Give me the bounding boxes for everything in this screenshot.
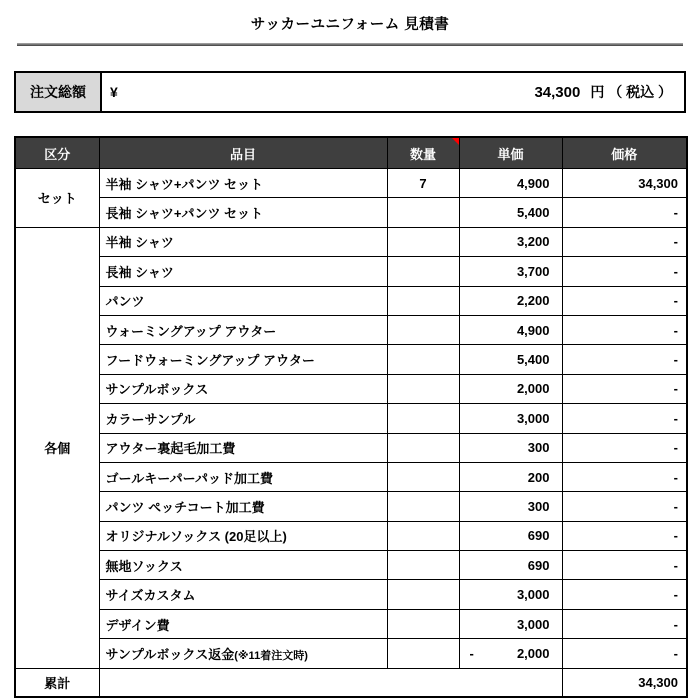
price-cell: - [562, 551, 687, 580]
qty-cell[interactable] [387, 639, 459, 668]
header-item: 品目 [99, 137, 387, 169]
table-row [15, 286, 687, 315]
price-cell: - [562, 315, 687, 344]
table-row [15, 462, 687, 491]
price-cell: - [562, 433, 687, 462]
item-cell: 長袖 シャツ+パンツ セット [99, 198, 387, 227]
price-cell: 34,300 [562, 169, 687, 198]
unit-price-cell: 200 [459, 462, 562, 491]
qty-cell[interactable] [387, 404, 459, 433]
order-total-label: 注文総額 [16, 73, 102, 111]
table-row [15, 492, 687, 521]
unit-price-cell: 690 [459, 521, 562, 550]
price-cell: - [562, 374, 687, 403]
unit-price-cell: 690 [459, 551, 562, 580]
qty-cell[interactable] [387, 492, 459, 521]
currency-symbol: ¥ [110, 84, 118, 100]
footer-total-value: 34,300 [562, 668, 687, 697]
table-row [15, 227, 687, 256]
price-cell: - [562, 462, 687, 491]
item-cell: カラーサンプル [99, 404, 387, 433]
unit-price-cell: 5,400 [459, 198, 562, 227]
price-cell: - [562, 404, 687, 433]
unit-price-cell: 2,200 [459, 286, 562, 315]
footer-total-label: 累計 [15, 668, 99, 697]
header-unit-price: 単価 [459, 137, 562, 169]
header-price: 価格 [562, 137, 687, 169]
price-cell: - [562, 345, 687, 374]
qty-cell[interactable] [387, 198, 459, 227]
qty-cell[interactable] [387, 286, 459, 315]
qty-cell[interactable] [387, 580, 459, 609]
item-label: サンプルボックス返金 [105, 646, 235, 662]
qty-cell[interactable] [387, 315, 459, 344]
price-cell: - [562, 286, 687, 315]
item-cell: オリジナルソックス (20足以上) [99, 521, 387, 550]
table-row [15, 198, 687, 227]
table-header-row [15, 137, 687, 169]
qty-cell[interactable] [387, 521, 459, 550]
table-row [15, 639, 687, 668]
footer-band [99, 668, 562, 697]
unit-price-cell: 3,200 [459, 227, 562, 256]
item-cell: サイズカスタム [99, 580, 387, 609]
price-cell: - [562, 198, 687, 227]
group-cell-individual: 各個 [15, 227, 99, 668]
item-cell: 半袖 シャツ [99, 227, 387, 256]
table-row [15, 580, 687, 609]
qty-cell[interactable] [387, 609, 459, 638]
item-cell: フードウォーミングアップ アウター [99, 345, 387, 374]
price-cell: - [562, 521, 687, 550]
qty-cell[interactable] [387, 227, 459, 256]
order-amount: 34,300 [534, 83, 581, 101]
unit-price-cell: 5,400 [459, 345, 562, 374]
table-row [15, 169, 687, 198]
table-row [15, 404, 687, 433]
table-row [15, 551, 687, 580]
order-total-box [14, 71, 686, 113]
table-row [15, 433, 687, 462]
price-cell: - [562, 609, 687, 638]
price-cell: - [562, 257, 687, 286]
item-cell: 半袖 シャツ+パンツ セット [99, 169, 387, 198]
table-row [15, 374, 687, 403]
group-cell-set: セット [15, 169, 99, 228]
header-category: 区分 [15, 137, 99, 169]
comment-indicator-icon [452, 138, 459, 145]
negative-sign: - [469, 645, 474, 661]
qty-cell[interactable]: 7 [387, 169, 459, 198]
item-cell: 長袖 シャツ [99, 257, 387, 286]
item-cell: ゴールキーパーパッド加工費 [99, 462, 387, 491]
unit-price-cell [459, 639, 562, 668]
item-note: (※11着注文時) [234, 649, 308, 662]
table-row [15, 609, 687, 638]
price-cell: - [562, 639, 687, 668]
unit-price-cell: 300 [459, 492, 562, 521]
table-row [15, 521, 687, 550]
price-cell: - [562, 580, 687, 609]
page-title: サッカーユニフォーム 見積書 [250, 17, 450, 33]
header-qty-label: 数量 [409, 146, 436, 162]
order-amount-unit: 円 （ 税込 ） [590, 84, 672, 100]
qty-cell[interactable] [387, 462, 459, 491]
item-cell: パンツ ペッチコート加工費 [99, 492, 387, 521]
item-cell: パンツ [99, 286, 387, 315]
item-cell: デザイン費 [99, 609, 387, 638]
table-row [15, 315, 687, 344]
price-cell: - [562, 227, 687, 256]
price-cell: - [562, 492, 687, 521]
unit-price-cell: 4,900 [459, 169, 562, 198]
header-qty [387, 137, 459, 169]
table-row [15, 257, 687, 286]
unit-price-cell: 3,000 [459, 580, 562, 609]
item-cell: アウター裏起毛加工費 [99, 433, 387, 462]
item-cell: ウォーミングアップ アウター [99, 315, 387, 344]
qty-cell[interactable] [387, 345, 459, 374]
order-total-value [102, 73, 684, 111]
unit-price-cell: 4,900 [459, 315, 562, 344]
qty-cell[interactable] [387, 257, 459, 286]
item-cell: サンプルボックス [99, 374, 387, 403]
qty-cell[interactable] [387, 374, 459, 403]
qty-cell[interactable] [387, 433, 459, 462]
table-footer-row [15, 668, 687, 697]
table-row [15, 345, 687, 374]
unit-price-cell: 3,000 [459, 609, 562, 638]
item-cell: 無地ソックス [99, 551, 387, 580]
unit-price-value: 2,000 [516, 645, 550, 661]
qty-cell[interactable] [387, 551, 459, 580]
title-divider [17, 43, 683, 46]
unit-price-cell: 3,000 [459, 404, 562, 433]
unit-price-cell: 300 [459, 433, 562, 462]
item-cell [99, 639, 387, 668]
unit-price-cell: 2,000 [459, 374, 562, 403]
order-amount-group [534, 82, 672, 102]
quotation-table [14, 136, 688, 698]
unit-price-cell: 3,700 [459, 257, 562, 286]
